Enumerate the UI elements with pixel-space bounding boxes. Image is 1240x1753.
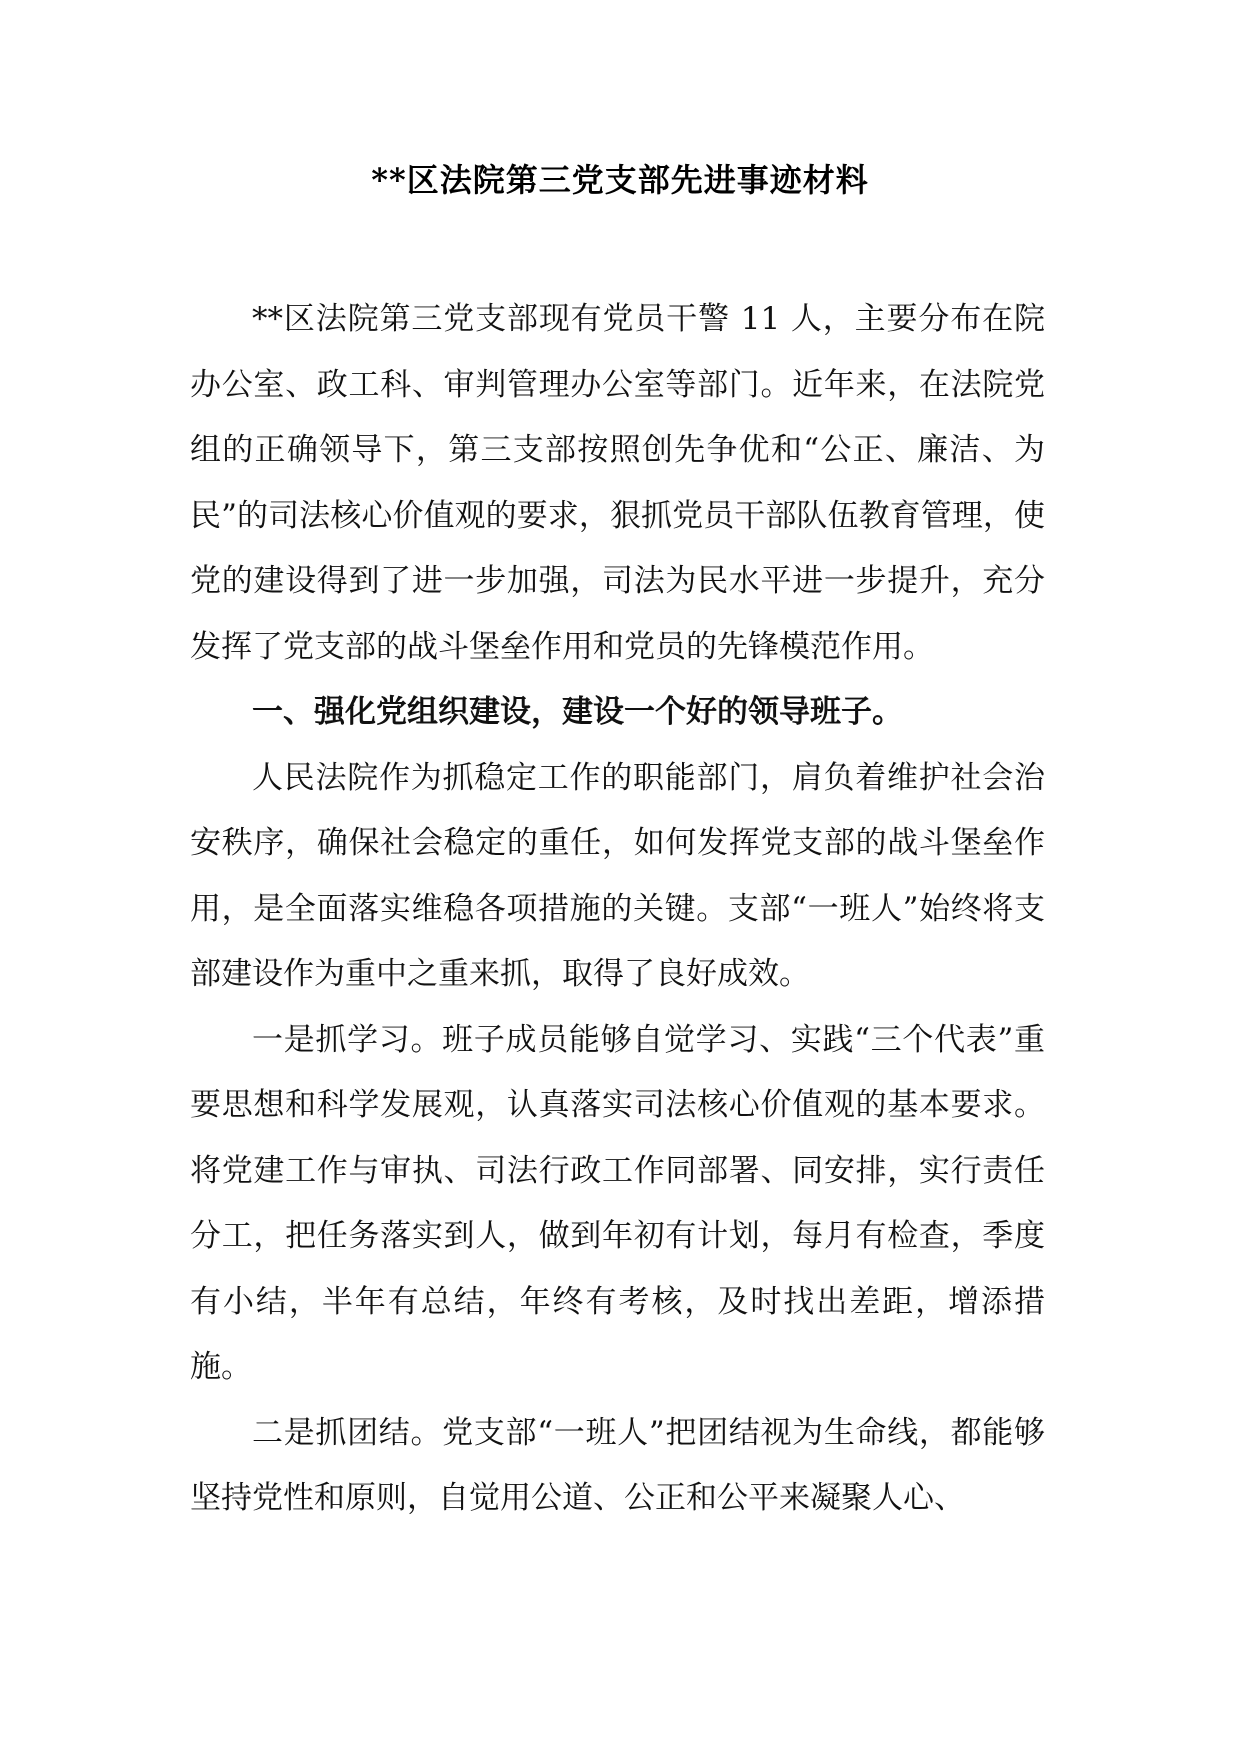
intro-paragraph: **区法院第三党支部现有党员干警 11 人，主要分布在院办公室、政工科、审判管理办公室等部门。近年来，在法院党组的正确领导下，第三支部按照创先争优和“公正、廉洁、为民”的司法核心价值观的要求，狠抓党员干部队伍教育管理，使党的建设得到了进一步加强，司法为民水平进一步提升，充分发挥了党支部的战斗堡垒作用和党员的先锋模范作用。 xyxy=(190,301,1045,665)
section-paragraph: 人民法院作为抓稳定工作的职能部门，肩负着维护社会治安秩序，确保社会稳定的重任，如何发挥党支部的战斗堡垒作用，是全面落实维稳各项措施的关键。支部“一班人”始终将支部建设作为重中之重来抓，取得了良好成效。 xyxy=(190,759,1045,992)
study-paragraph: 一是抓学习。班子成员能够自觉学习、实践“三个代表”重要思想和科学发展观，认真落实司法核心价值观的基本要求。将党建工作与审执、司法行政工作同部署、同安排，实行责任分工，把任务落实到人，做到年初有计划，每月有检查，季度有小结，半年有总结，年终有考核，及时找出差距，增添措施。 xyxy=(190,1021,1045,1385)
document-title: **区法院第三党支部先进事迹材料 xyxy=(371,161,869,199)
section-heading: 一、强化党组织建设，建设一个好的领导班子。 xyxy=(252,694,903,730)
document-body xyxy=(190,287,1045,1532)
unity-paragraph: 二是抓团结。党支部“一班人”把团结视为生命线，都能够坚持党性和原则，自觉用公道、公正和公平来凝聚人心、 xyxy=(190,1414,1045,1516)
